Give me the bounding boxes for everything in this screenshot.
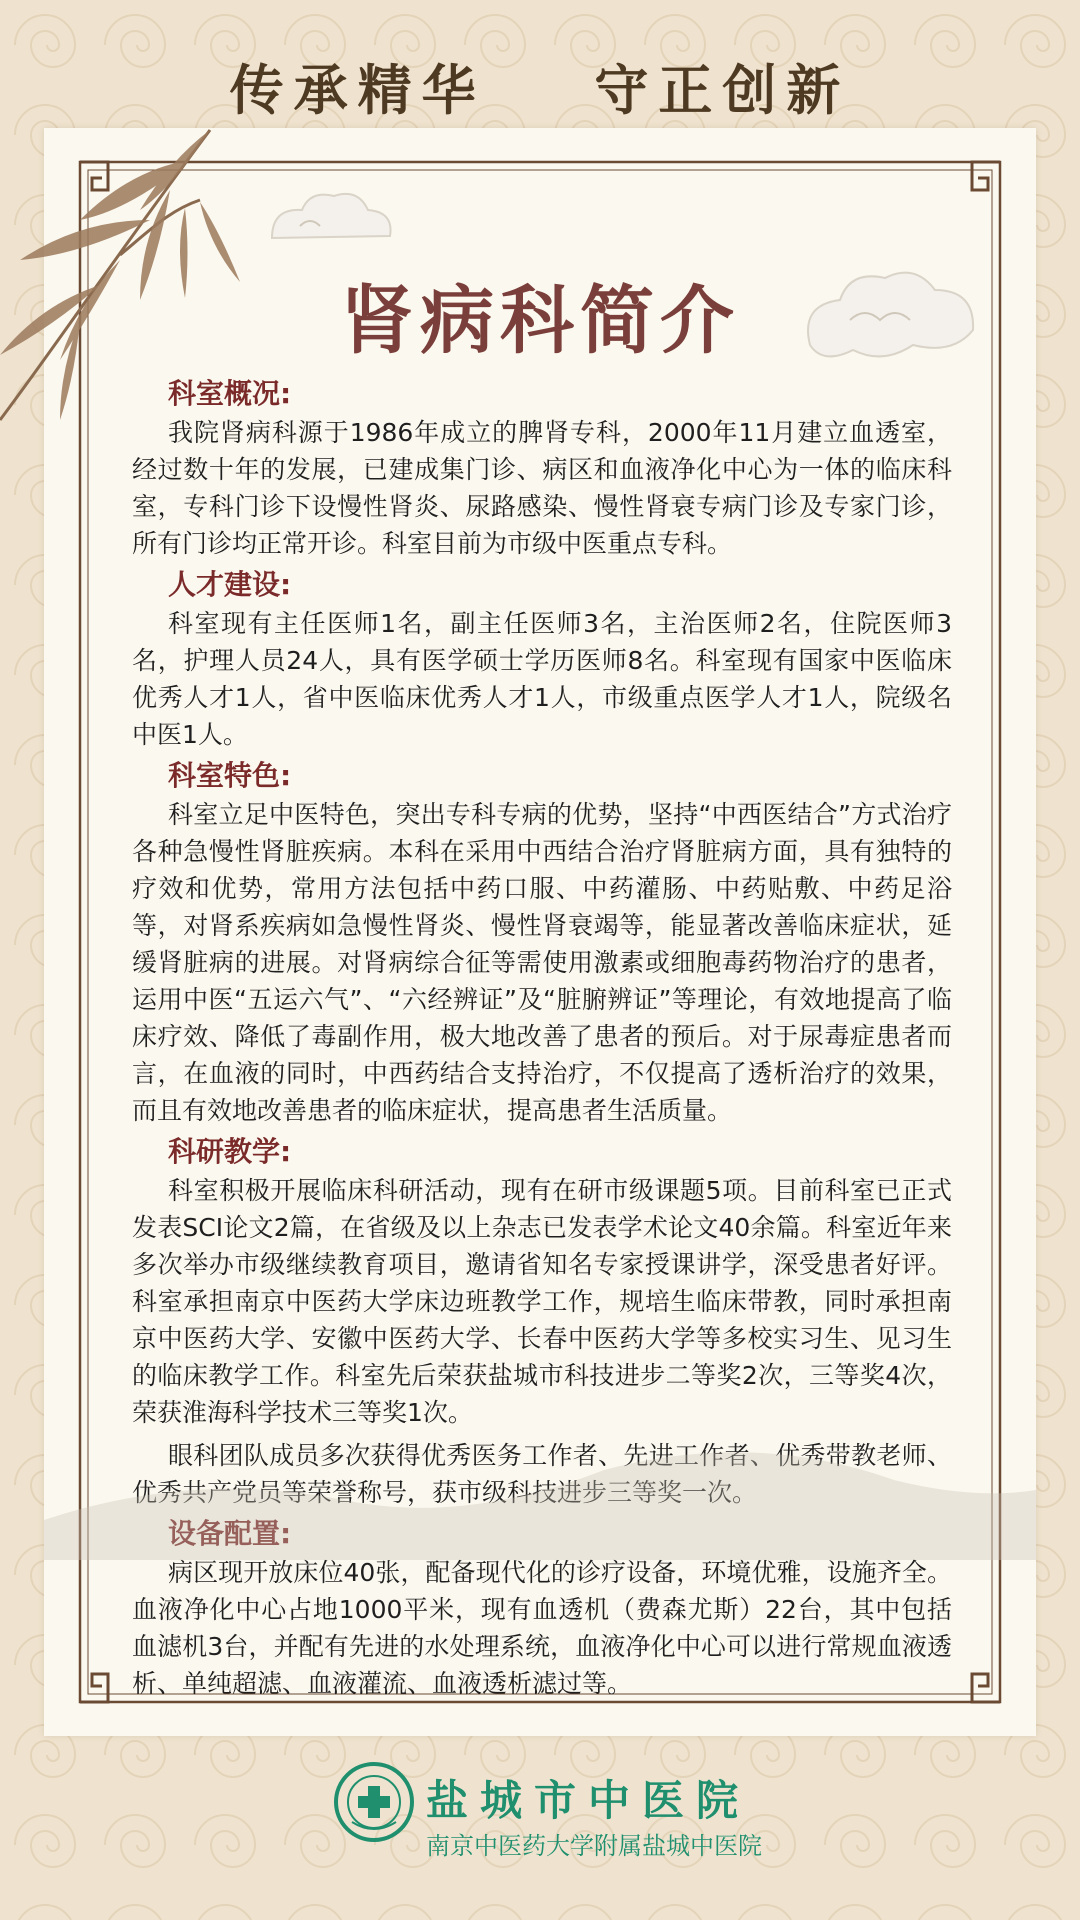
section-talent bbox=[132, 565, 952, 753]
section-research bbox=[132, 1132, 952, 1511]
hospital-name: 盐城市中医院 bbox=[426, 1776, 751, 1825]
slogan-left: 传承精华 bbox=[229, 58, 486, 122]
section-features bbox=[132, 756, 952, 1129]
section-paragraph: 科室现有主任医师1名，副主任医师3名，主治医师2名，住院医师3名，护理人员24人，具有医学硕士学历医师8名。科室现有国家中医临床优秀人才1人，省中医临床优秀人才1人，市级重点医学人才1人，院级名中医1人。 bbox=[132, 609, 952, 749]
section-paragraph: 我院肾病科源于1986年成立的脾肾专科，2000年11月建立血透室，经过数十年的发展，已建成集门诊、病区和血液净化中心为一体的临床科室，专科门诊下设慢性肾炎、尿路感染、慢性肾衰专病门诊及专家门诊，所有门诊均正常开诊。科室目前为市级中医重点专科。 bbox=[132, 418, 952, 558]
slogan-right: 守正创新 bbox=[594, 58, 851, 122]
section-heading: 科研教学: bbox=[168, 1135, 292, 1168]
hospital-subtitle: 南京中医药大学附属盐城中医院 bbox=[426, 1832, 762, 1860]
hospital-emblem-icon bbox=[332, 1760, 416, 1844]
section-paragraph: 科室立足中医特色，突出专科专病的优势，坚持“中西医结合”方式治疗各种急慢性肾脏疾病。本科在采用中西结合治疗肾脏病方面，具有独特的疗效和优势，常用方法包括中药口服、中药灌肠、中药贴敷、中药足浴等，对肾系疾病如急慢性肾炎、慢性肾衰竭等，能显著改善临床症状，延缓肾脏病的进展。对肾病综合征等需使用激素或细胞毒药物治疗的患者，运用中医“五运六气”、“六经辨证”及“脏腑辨证”等理论，有效地提高了临床疗效、降低了毒副作用，极大地改善了患者的预后。对于尿毒症患者而言，在血液的同时，中西药结合支持治疗，不仅提高了透析治疗的效果，而且有效地改善患者的临床症状，提高患者生活质量。 bbox=[132, 800, 952, 1125]
footer bbox=[0, 1760, 1080, 1880]
section-heading: 科室概况: bbox=[168, 377, 292, 410]
section-heading: 科室特色: bbox=[168, 759, 292, 792]
section-heading: 人才建设: bbox=[168, 568, 292, 601]
content-body bbox=[132, 374, 952, 1705]
section-paragraph: 眼科团队成员多次获得优秀医务工作者、先进工作者、优秀带教老师、优秀共产党员等荣誉称号，获市级科技进步三等奖一次。 bbox=[132, 1441, 952, 1507]
page-title: 肾病科简介 bbox=[340, 278, 740, 364]
section-heading: 设备配置: bbox=[168, 1517, 292, 1550]
section-paragraph: 病区现开放床位40张，配备现代化的诊疗设备，环境优雅，设施齐全。血液净化中心占地1000平米，现有血透机（费森尤斯）22台，其中包括血滤机3台，并配有先进的水处理系统，血液净化中心可以进行常规血液透析、单纯超滤、血液灌流、血液透析滤过等。 bbox=[132, 1558, 952, 1698]
section-paragraph: 科室积极开展临床科研活动，现有在研市级课题5项。目前科室已正式发表SCI论文2篇，在省级及以上杂志已发表学术论文40余篇。科室近年来多次举办市级继续教育项目，邀请省知名专家授课讲学，深受患者好评。科室承担南京中医药大学床边班教学工作，规培生临床带教，同时承担南京中医药大学、安徽中医药大学、长春中医药大学等多校实习生、见习生的临床教学工作。科室先后荣获盐城市科技进步二等奖2次，三等奖4次，荣获淮海科学技术三等奖1次。 bbox=[132, 1176, 952, 1427]
section-overview bbox=[132, 374, 952, 562]
section-equipment bbox=[132, 1514, 952, 1702]
